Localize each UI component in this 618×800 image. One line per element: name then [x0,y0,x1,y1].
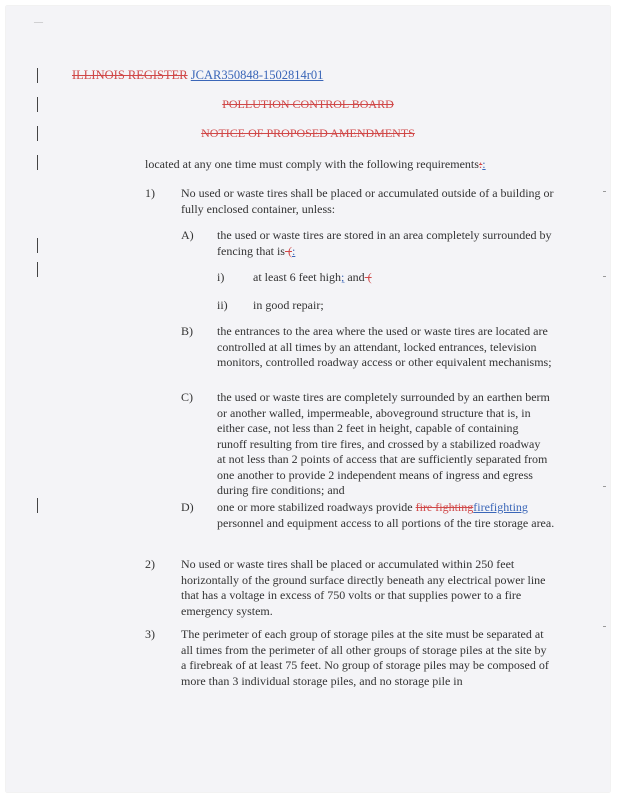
change-bar [37,262,38,277]
subitem-number: C) [181,390,193,404]
scan-mark: — [34,17,43,27]
notice-deleted: NOTICE OF PROPOSED AMENDMENTS [201,126,415,140]
change-bar [37,68,38,83]
clause-text [253,270,372,286]
subitem-text [217,228,557,259]
subitem-d-before: one or more stabilized roadways provide [217,500,416,514]
subitem-d-inserted: firefighting [473,500,528,514]
subitem-text: the entrances to the area where the used or waste tires are located are controlled at all times by an attendant, locked entrances, television monitors, controlled roadway access or other equivalent mechanisms; [217,324,552,369]
register-inserted: JCAR350848-1502814r01 [190,68,324,82]
subitem-number: B) [181,324,193,338]
board-deleted: POLLUTION CONTROL BOARD [222,97,394,111]
item-text: The perimeter of each group of storage piles at the site must be separated at all times from the perimeter of all other groups of storage piles at the site by a firebreak of at least 75 feet. No group of storage piles may be composed of more than 3 individual storage piles, and no storage pile in [181,627,549,688]
clause-text: in good repair; [253,298,324,312]
item-number: 2) [145,557,155,571]
item-text: No used or waste tires shall be placed or accumulated within 250 feet horizontally of the ground surface directly beneath any electrical power line that has a voltage in excess of 750 volts or that supplies power to a fire emergency system. [181,557,546,618]
subitem-number: D) [181,500,194,514]
item-text: No used or waste tires shall be placed or accumulated outside of a building or fully enclosed container, unless: [181,186,554,216]
subitem-a-inserted: : [291,243,296,258]
notice-header [6,126,610,142]
subitem-number: A) [181,228,194,242]
board-header [6,97,610,113]
margin-tick [603,486,606,487]
subitem-a-deleted: ( [284,243,292,258]
clause-number: ii) [217,298,228,312]
intro-deleted: : [478,157,483,171]
register-header [72,68,323,84]
intro-inserted: : [482,157,486,171]
document-page [6,6,610,792]
clause-i-inserted: ; [340,270,345,284]
subitem-text [217,500,557,531]
intro-text [145,157,486,173]
intro-body: located at any one time must comply with the following requirements [145,157,479,171]
margin-tick [603,191,606,192]
item-number: 3) [145,627,155,641]
margin-tick [603,626,606,627]
change-bar [37,238,38,253]
item-number: 1) [145,186,155,200]
change-bar [37,155,38,170]
clause-i-and: and [344,270,365,284]
register-deleted: ILLINOIS REGISTER [72,68,188,82]
subitem-d-after: personnel and equipment access to all portions of the tire storage area. [217,515,555,530]
subitem-d-deleted: fire fighting [415,500,474,514]
subitem-text: the used or waste tires are completely surrounded by an earthen berm or another walled, impermeable, aboveground structure that is, in either case, not less than 2 feet in height, capable of containing runoff resulting from tire fires, and crossed by a stabilized roadway at not less than 2 points of access that are sufficiently separated from one another to provide 2 independent means of ingress and egress during fire conditions; and [217,390,550,497]
clause-i-deleted: ( [364,270,372,284]
subitem-a-body: the used or waste tires are stored in an area completely surrounded by fencing that is [217,228,552,258]
margin-tick [603,276,606,277]
clause-i-body: at least 6 feet high [253,270,341,284]
change-bar [37,498,38,513]
clause-number: i) [217,270,225,284]
